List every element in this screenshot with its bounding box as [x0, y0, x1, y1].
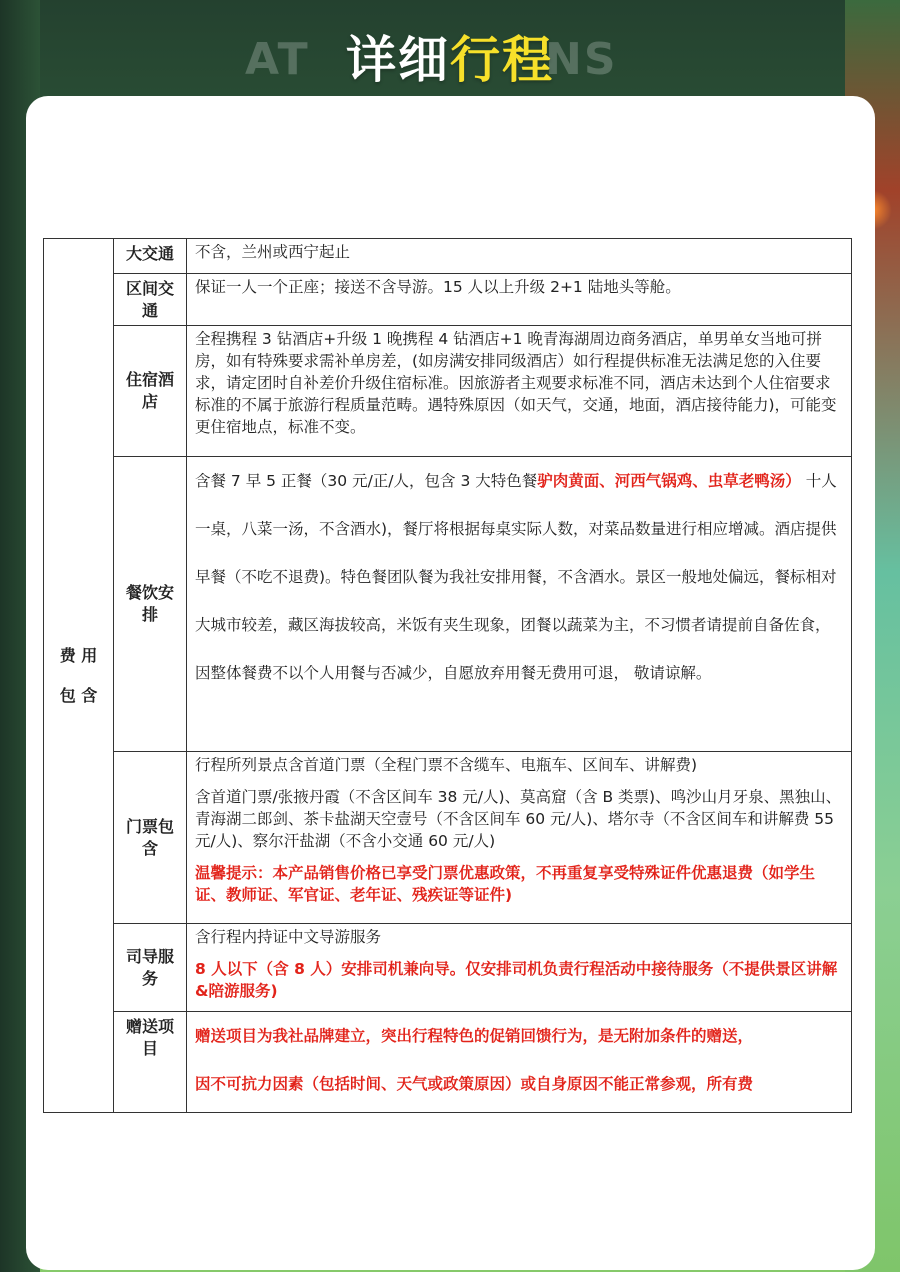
page-title-yellow: 行程	[450, 31, 554, 89]
table-row	[44, 457, 852, 752]
row-content-text: 全程携程 3 钻酒店+升级 1 晚携程 4 钻酒店+1 晚青海湖周边商务酒店，单男单女当地可拼房，如有特殊要求需补单房差，(如房满安排同级酒店）如行程提供标准无法满足您的入住要求，请定团时自补差价升级住宿标准。因旅游者主观要求标准不同，酒店未达到个人住宿要求标准的不属于旅游行程质量范畴。遇特殊原因（如天气，交通，地面，酒店接待能力)，可能变更住宿地点，标准不变。	[195, 330, 837, 436]
gifts-line1: 赠送项目为我社品牌建立，突出行程特色的促销回馈行为，是无附加条件的赠送，	[195, 1027, 754, 1045]
page-title	[346, 20, 554, 92]
tickets-notice: 温馨提示：本产品销售价格已享受门票优惠政策，不再重复享受特殊证件优惠退费（如学生证、教师证、军官证、老年证、残疾证等证件)	[195, 864, 816, 904]
row-content-text: 保证一人一个正座；接送不含导游。15 人以上升级 2+1 陆地头等舱。	[195, 278, 681, 296]
category-label-line1: 费 用	[59, 645, 98, 665]
tickets-line1: 行程所列景点含首道门票（全程门票不含缆车、电瓶车、区间车、讲解费)	[195, 756, 698, 774]
page-header	[0, 18, 900, 88]
row-content-tickets	[187, 752, 852, 924]
header-ghost-text-left: AT	[245, 34, 310, 85]
row-label-text: 司导服	[125, 946, 174, 966]
table-row	[44, 752, 852, 924]
table-row	[44, 924, 852, 1012]
table-row	[44, 326, 852, 457]
row-content-text	[195, 457, 843, 697]
row-label-text: 区间交	[125, 278, 174, 298]
guide-notice: 8 人以下（含 8 人）安排司机兼向导。仅安排司机负责行程活动中接待服务（不提供景区讲解&陪游服务)	[195, 960, 838, 1000]
row-label-text: 通	[141, 300, 158, 320]
row-label-text: 餐饮安	[125, 583, 174, 602]
row-content-local-transport	[187, 274, 852, 326]
row-label-text: 赠送项	[125, 1017, 174, 1036]
meals-specialty-dishes: 驴肉黄面、河西气锅鸡、虫草老鸭汤）	[537, 472, 801, 490]
guide-line1: 含行程内持证中文导游服务	[195, 928, 382, 946]
row-label-meals	[114, 457, 187, 752]
header-ghost-text-right: NS	[545, 34, 618, 85]
row-label-text: 门票包	[125, 816, 174, 836]
table-row	[44, 274, 852, 326]
row-label-text: 含	[141, 838, 158, 858]
row-label-text: 务	[141, 968, 158, 988]
category-label-line2: 包 含	[59, 685, 98, 705]
meals-text-after: 十人一桌，八菜一汤，不含酒水)，餐厅将根据每桌实际人数，对菜品数量进行相应增减。酒店提供早餐（不吃不退费)。特色餐团队餐为我社安排用餐，不含酒水。景区一般地处偏远，餐标相对大城市较差，藏区海拔较高，米饭有夹生现象，团餐以蔬菜为主，不习惯者请提前自备佐食，因整体餐费不以个人用餐与否减少，自愿放弃用餐无费用可退， 敬请谅解。	[195, 472, 837, 682]
row-content-text: 不含，兰州或西宁起止	[195, 243, 351, 261]
row-content-gifts	[187, 1012, 852, 1113]
row-label-big-transport	[114, 239, 187, 274]
row-content-guide	[187, 924, 852, 1012]
row-content-meals	[187, 457, 852, 752]
category-cell	[44, 239, 114, 1113]
gifts-line2: 因不可抗力因素（包括时间、天气或政策原因）或自身原因不能正常参观，所有费	[195, 1075, 754, 1093]
row-label-text: 住宿酒	[125, 370, 174, 389]
row-label-local-transport	[114, 274, 187, 326]
row-label-text: 大交通	[125, 244, 174, 263]
row-label-hotel	[114, 326, 187, 457]
row-content-hotel	[187, 326, 852, 457]
row-label-text: 店	[141, 392, 158, 411]
row-label-tickets	[114, 752, 187, 924]
page-title-white: 详细	[346, 31, 450, 89]
row-label-guide	[114, 924, 187, 1012]
row-label-text: 排	[141, 605, 158, 624]
row-label-text: 目	[141, 1039, 158, 1058]
meals-text-before: 含餐 7 早 5 正餐（30 元/正/人，包含 3 大特色餐	[195, 472, 538, 490]
tickets-line2: 含首道门票/张掖丹霞（不含区间车 38 元/人)、莫高窟（含 B 类票)、鸣沙山月牙泉、黑独山、青海湖二郎剑、茶卡盐湖天空壹号（不含区间车 60 元/人)、塔尔寺（不含区间车和讲解费 55 元/人)、察尔汗盐湖（不含小交通 60 元/人)	[195, 788, 842, 850]
table-row	[44, 239, 852, 274]
table-row	[44, 1012, 852, 1113]
fee-included-table	[43, 238, 852, 1113]
row-label-gifts	[114, 1012, 187, 1113]
row-content-big-transport	[187, 239, 852, 274]
